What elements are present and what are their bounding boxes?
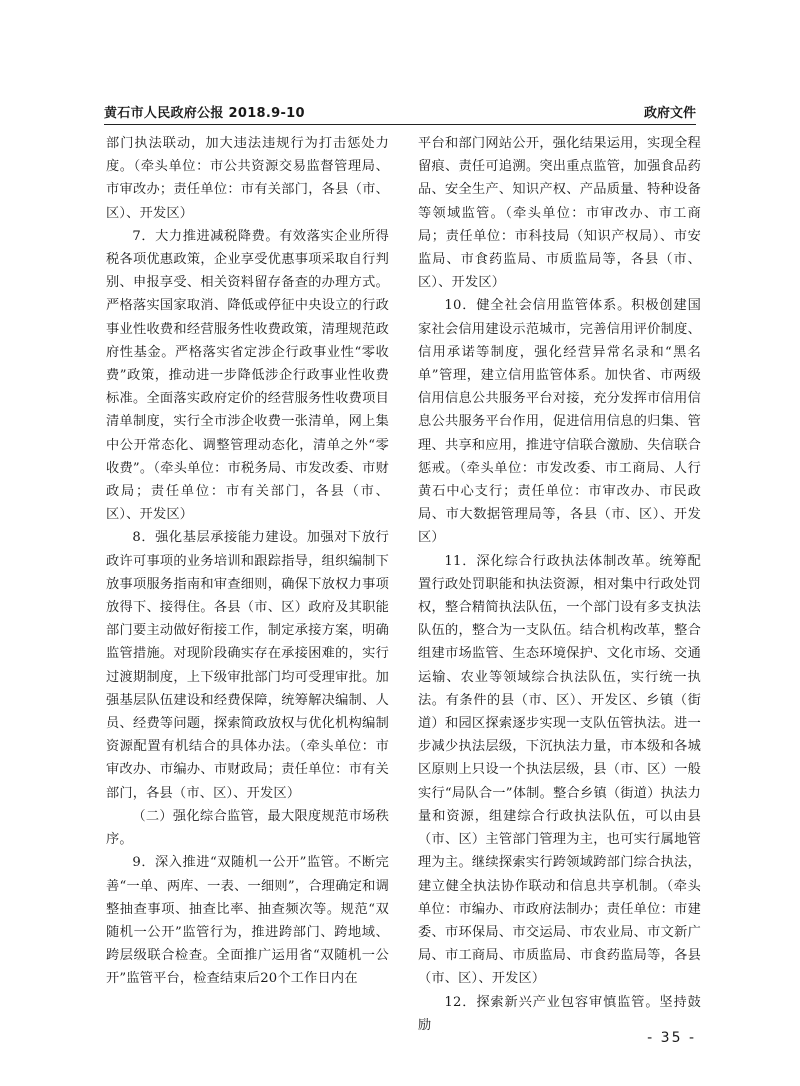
section-title: 政府文件 — [643, 106, 696, 121]
paragraph: 部门执法联动，加大违法违规行为打击惩处力度。（牵头单位：市公共资源交易监督管理局、市审改办；责任单位：市有关部门，各县（市、区）、开发区） — [106, 136, 389, 221]
right-column — [418, 132, 701, 1037]
paragraph: 12．探索新兴产业包容审慎监管。坚持鼓励 — [418, 994, 701, 1033]
header-divider — [104, 124, 696, 125]
page-number: - 35 - — [647, 1030, 696, 1046]
paragraph: 7．大力推进减税降费。有效落实企业所得税各项优惠政策，企业享受优惠事项采取自行判别、申报享受、相关资料留存备查的办理方式。严格落实国家取消、降低或停征中央设立的行政事业性收费和经营服务性收费政策，清理规范政府性基金。严格落实省定涉企行政事业性“零收费”政策，推动进一步降低涉企行政事业性收费标准。全面落实政府定价的经营服务性收费项目清单制度，实行全市涉企收费一张清单，网上集中公开常态化、调整管理动态化，清单之外“零收费”。（牵头单位：市税务局、市发改委、市财政局；责任单位：市有关部门，各县（市、区）、开发区） — [106, 228, 389, 523]
section-heading: （二）强化综合监管，最大限度规范市场秩序。 — [106, 808, 389, 848]
paragraph: 11．深化综合行政执法体制改革。统筹配置行政处罚职能和执法资源，相对集中行政处罚权，整合精简执法队伍，一个部门设有多支执法队伍的，整合为一支队伍。结合机构改革，整合组建市场监管、生态环境保护、文化市场、交通运输、农业等领域综合执法队伍，实行统一执法。有条件的县（市、区）、开发区、乡镇（街道）和园区探索逐步实现一支队伍管执法。进一步减少执法层级，下沉执法力量，市本级和各城区原则上只设一个执法层级，县（市、区）一般实行“局队合一”体制。整合乡镇（街道）执法力量和资源，组建综合行政执法队伍，可以由县（市、区）主管部门管理为主，也可实行属地管理为主。继续探索实行跨领域跨部门综合执法，建立健全执法协作联动和信息共享机制。（牵头单位：市编办、市政府法制办；责任单位：市建委、市环保局、市交运局、市农业局、市文新广局、市工商局、市质监局、市食药监局等，各县（市、区）、开发区） — [418, 553, 701, 987]
paragraph: 10．健全社会信用监管体系。积极创建国家社会信用建设示范城市，完善信用评价制度、信用承诺等制度，强化经营异常名录和“黑名单”管理，建立信用监管体系。加快省、市两级信用信息公共服务平台对接，充分发挥市信用信息公共服务平台作用，促进信用信息的归集、管理、共享和应用，推进守信联合激励、失信联合惩戒。（牵头单位：市发改委、市工商局、人行黄石中心支行；责任单位：市审改办、市民政局、市大数据管理局等，各县（市、区）、开发区） — [418, 298, 701, 546]
paragraph: 平台和部门网站公开，强化结果运用，实现全程留痕、责任可追溯。突出重点监管，加强食品药品、安全生产、知识产权、产品质量、特种设备等领域监管。（牵头单位：市审改办、市工商局；责任单位：市科技局（知识产权局）、市安监局、市食药监局、市质监局等，各县（市、区）、开发区） — [418, 136, 701, 291]
paragraph: 8．强化基层承接能力建设。加强对下放行政许可事项的业务培训和跟踪指导，组织编制下放事项服务指南和审查细则，确保下放权力事项放得下、接得住。各县（市、区）政府及其职能部门要主动做好衔接工作，制定承接方案，明确监管措施。对现阶段确实存在承接困难的，实行过渡期制度，上下级审批部门均可受理审批。加强基层队伍建设和经费保障，统筹解决编制、人员、经费等问题，探索简政放权与优化机构编制资源配置有机结合的具体办法。（牵头单位：市审改办、市编办、市财政局；责任单位：市有关部门，各县（市、区）、开发区） — [106, 530, 389, 801]
left-column — [106, 132, 389, 991]
journal-title: 黄石市人民政府公报 2018.9-10 — [104, 106, 305, 121]
paragraph: 9．深入推进“双随机一公开”监管。不断完善“一单、两库、一表、一细则”，合理确定和调整抽查事项、抽查比率、抽查频次等。规范“双随机一公开”监管行为，推进跨部门、跨地域、跨层级联合检查。全面推广运用省“双随机一公开”监管平台，检查结束后20个工作日内在 — [106, 855, 389, 987]
